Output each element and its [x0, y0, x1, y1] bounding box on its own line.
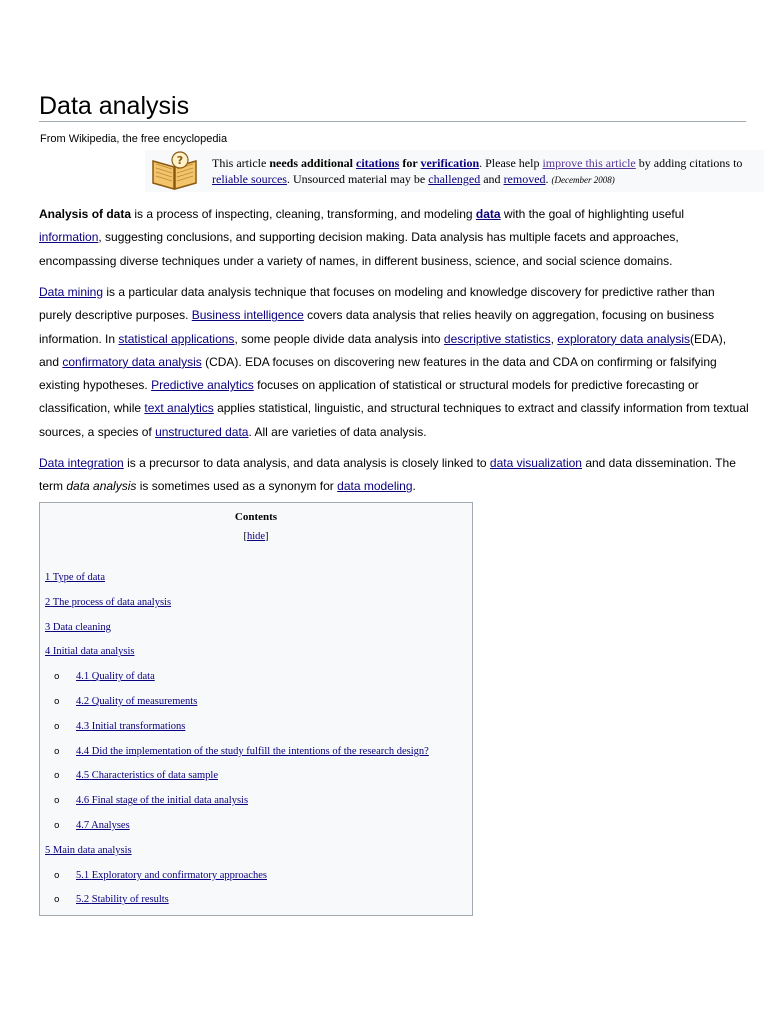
toc-link[interactable]	[76, 721, 185, 732]
toc-link[interactable]	[76, 820, 130, 831]
toc-bullet-icon: o	[54, 771, 60, 782]
toc-bullet-icon: o	[54, 697, 60, 707]
descriptive-statistics-link[interactable]: descriptive statistics	[443, 331, 551, 346]
toc-text: Analyses	[91, 820, 130, 831]
toc-link[interactable]	[45, 572, 105, 583]
toc-bullet-icon: o	[54, 721, 60, 732]
toc-bullet-icon: o	[54, 672, 60, 683]
toc-number: 4	[45, 646, 51, 658]
toc-entry	[54, 696, 197, 707]
confirmatory-data-analysis-link[interactable]: confirmatory data analysis	[62, 354, 202, 369]
toc-entry	[45, 597, 171, 608]
integration-paragraph: Data integration is a precursor to data analysis, and data analysis is closely linked to data visualization and data dissemination. The term data analysis is sometimes used as a synonym for data modeling.	[39, 456, 736, 494]
toc-number: 4.2	[76, 696, 90, 707]
citation-notice-box	[145, 150, 764, 192]
removed-link[interactable]: removed	[503, 172, 546, 186]
toc-link[interactable]	[45, 622, 111, 633]
verification-link[interactable]: verification	[420, 156, 480, 170]
toc-title: Contents	[234, 511, 278, 523]
toc-entry	[54, 795, 248, 806]
data-visualization-link[interactable]: data visualization	[489, 456, 582, 470]
improve-article-link[interactable]: improve this article	[542, 156, 636, 170]
toc-text: Exploratory and confirmatory approaches	[91, 869, 267, 881]
toc-number: 5.1	[76, 869, 90, 881]
toc-text: Final stage of the initial data analysis	[91, 795, 249, 807]
title-divider	[39, 121, 746, 122]
toc-link[interactable]	[76, 870, 267, 881]
toc-link[interactable]	[76, 696, 197, 707]
toc-number: 2	[45, 596, 51, 608]
toc-link[interactable]	[45, 597, 171, 608]
toc-number: 4.5	[76, 770, 90, 782]
toc-link[interactable]	[76, 770, 218, 781]
citations-link[interactable]: citations	[356, 156, 400, 170]
challenged-link[interactable]: challenged	[428, 172, 481, 186]
toc-text: Data cleaning	[52, 621, 111, 633]
toc-link[interactable]	[45, 646, 135, 657]
toc-entry	[45, 572, 105, 583]
toc-number: 5.2	[76, 894, 90, 906]
toc-number: 4.7	[76, 820, 90, 831]
toc-entry	[45, 646, 135, 657]
toc-text: Stability of results	[91, 894, 169, 906]
toc-entry	[54, 820, 130, 831]
toc-toggle: [hide]	[243, 531, 269, 542]
toc-number: 4.1	[76, 671, 90, 683]
toc-number: 5	[45, 844, 51, 856]
toc-link[interactable]	[76, 894, 169, 905]
toc-text: Quality of data	[91, 671, 155, 683]
toc-bullet-icon: o	[54, 895, 60, 906]
page-title: Data analysis	[39, 92, 190, 120]
predictive-analytics-link[interactable]: Predictive analytics	[151, 378, 254, 393]
svg-text:?: ?	[176, 154, 184, 167]
toc-text: Characteristics of data sample	[91, 770, 218, 782]
toc-number: 4.3	[76, 720, 90, 732]
toc-link[interactable]	[76, 671, 155, 682]
toc-text: Type of data	[52, 572, 106, 583]
toc-text: Did the implementation of the study fulfill the intentions of the research design?	[91, 745, 429, 757]
toc-link[interactable]	[76, 795, 248, 806]
exploratory-data-analysis-link[interactable]: exploratory data analysis	[557, 331, 691, 346]
data-mining-link[interactable]: Data mining	[39, 285, 104, 299]
toc-entry	[54, 870, 267, 881]
citation-notice-text: This article needs additional citations for verification. Please help improve this article by adding citations to reliable sources. Unsourced material may be challenged and removed. (December 2008)	[212, 156, 743, 186]
toc-entry	[45, 622, 111, 633]
statistical-applications-link[interactable]: statistical applications	[118, 331, 235, 346]
page-subtitle: From Wikipedia, the free encyclopedia	[40, 133, 228, 145]
toc-entry	[54, 721, 185, 732]
toc-number: 4.4	[76, 745, 90, 757]
toc-entry	[54, 746, 429, 757]
notice-date: (December 2008)	[551, 175, 615, 185]
data-modeling-link[interactable]: data modeling	[337, 479, 413, 494]
business-intelligence-link[interactable]: Business intelligence	[191, 308, 304, 323]
toc-link[interactable]	[76, 746, 429, 757]
techniques-paragraph: Data mining is a particular data analysis technique that focuses on modeling and knowledge discovery for predictive rather than purely descriptive purposes. Business intelligence covers data analysis that relies heavily on aggregation, focusing on business information. In statistical applications, some people divide data analysis into descriptive statistics, exploratory data analysis(EDA), and confirmatory data analysis (CDA). EDA focuses on discovering new features in the data and CDA on confirming or falsifying existing hypotheses. Predictive analytics focuses on application of statistical or structural models for predictive forecasting or classification, while text analytics applies statistical, linguistic, and structural techniques to extract and classify information from textual sources, a species of unstructured data. All are varieties of data analysis.	[39, 285, 749, 439]
toc-number: 1	[45, 572, 51, 583]
toc-entry	[54, 671, 155, 682]
unstructured-data-link[interactable]: unstructured data	[155, 424, 249, 439]
toc-bullet-icon: o	[54, 796, 60, 807]
toc-number: 4.6	[76, 795, 90, 807]
book-question-icon	[150, 151, 200, 191]
information-link[interactable]: information	[39, 230, 99, 245]
toc-text: Quality of measurements	[91, 696, 198, 707]
toc-entry	[54, 894, 169, 905]
toc-bullet-icon: o	[54, 821, 60, 831]
intro-paragraph: Analysis of data is a process of inspecting, cleaning, transforming, and modeling data with the goal of highlighting useful information, suggesting conclusions, and supporting decision making. Data analysis has multiple facets and approaches, encompassing diverse techniques under a variety of names, in different business, science, and social science domains.	[39, 207, 685, 268]
text-analytics-link[interactable]: text analytics	[144, 401, 214, 416]
table-of-contents	[39, 502, 473, 916]
reliable-sources-link[interactable]: reliable sources	[212, 172, 287, 186]
toc-bullet-icon: o	[54, 746, 60, 757]
toc-entry	[54, 770, 218, 781]
toc-link[interactable]	[45, 845, 132, 856]
toc-number: 3	[45, 621, 51, 633]
toc-text: The process of data analysis	[52, 596, 172, 608]
toc-bullet-icon: o	[54, 870, 60, 881]
toc-text: Initial data analysis	[52, 646, 135, 658]
toc-hide-link[interactable]: hide	[246, 531, 266, 542]
toc-text: Initial transformations	[91, 720, 186, 732]
data-link[interactable]: data	[475, 207, 501, 221]
data-integration-link[interactable]: Data integration	[39, 456, 124, 470]
toc-text: Main data analysis	[52, 844, 132, 856]
toc-entry	[45, 845, 132, 856]
